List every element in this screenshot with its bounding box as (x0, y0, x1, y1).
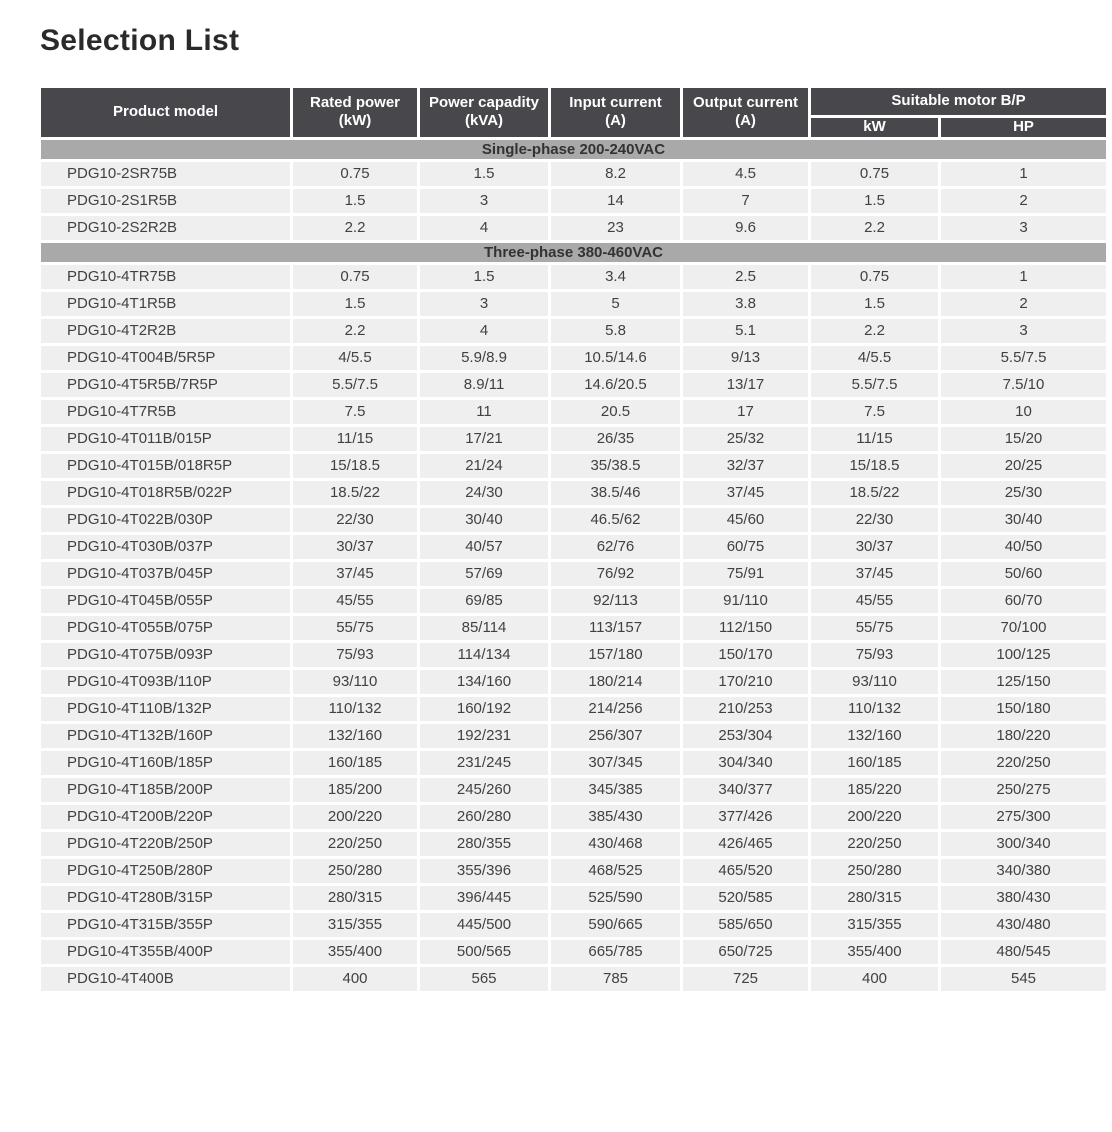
value-cell: 1.5 (292, 187, 419, 214)
value-cell: 590/665 (550, 911, 682, 938)
value-cell: 214/256 (550, 695, 682, 722)
product-model-cell: PDG10-2S1R5B (40, 187, 292, 214)
col-header-output-current-label: Output current (693, 93, 798, 111)
value-cell: 192/231 (419, 722, 550, 749)
product-model-cell: PDG10-4T015B/018R5P (40, 452, 292, 479)
value-cell: 0.75 (292, 160, 419, 187)
value-cell: 220/250 (292, 830, 419, 857)
value-cell: 585/650 (682, 911, 810, 938)
value-cell: 180/220 (940, 722, 1108, 749)
value-cell: 1.5 (419, 160, 550, 187)
product-model-cell: PDG10-4T5R5B/7R5P (40, 371, 292, 398)
value-cell: 11 (419, 398, 550, 425)
value-cell: 250/275 (940, 776, 1108, 803)
product-model-cell: PDG10-4T400B (40, 965, 292, 992)
product-model-cell: PDG10-4T004B/5R5P (40, 344, 292, 371)
product-model-cell: PDG10-2SR75B (40, 160, 292, 187)
table-row (40, 479, 1108, 506)
table-header (40, 87, 1108, 139)
value-cell: 220/250 (810, 830, 940, 857)
value-cell: 545 (940, 965, 1108, 992)
table-row (40, 214, 1108, 241)
value-cell: 220/250 (940, 749, 1108, 776)
col-header-power-capacity-unit: (kVA) (464, 112, 504, 130)
value-cell: 113/157 (550, 614, 682, 641)
col-header-motor-hp: HP (940, 117, 1108, 139)
value-cell: 377/426 (682, 803, 810, 830)
value-cell: 9.6 (682, 214, 810, 241)
value-cell: 280/315 (810, 884, 940, 911)
value-cell: 1.5 (292, 290, 419, 317)
value-cell: 62/76 (550, 533, 682, 560)
value-cell: 160/192 (419, 695, 550, 722)
table-row (40, 452, 1108, 479)
table-row (40, 560, 1108, 587)
value-cell: 30/40 (940, 506, 1108, 533)
table-row (40, 749, 1108, 776)
col-header-product-model (40, 87, 292, 139)
value-cell: 315/355 (292, 911, 419, 938)
value-cell: 10.5/14.6 (550, 344, 682, 371)
value-cell: 37/45 (810, 560, 940, 587)
product-model-cell: PDG10-4TR75B (40, 263, 292, 290)
value-cell: 100/125 (940, 641, 1108, 668)
value-cell: 400 (810, 965, 940, 992)
value-cell: 75/91 (682, 560, 810, 587)
product-model-cell: PDG10-4T045B/055P (40, 587, 292, 614)
value-cell: 7.5/10 (940, 371, 1108, 398)
value-cell: 11/15 (292, 425, 419, 452)
col-header-output-current (682, 87, 810, 139)
value-cell: 500/565 (419, 938, 550, 965)
table-row (40, 722, 1108, 749)
value-cell: 2 (940, 290, 1108, 317)
value-cell: 15/20 (940, 425, 1108, 452)
value-cell: 200/220 (292, 803, 419, 830)
value-cell: 21/24 (419, 452, 550, 479)
value-cell: 7.5 (810, 398, 940, 425)
product-model-cell: PDG10-4T250B/280P (40, 857, 292, 884)
table-row (40, 587, 1108, 614)
value-cell: 250/280 (292, 857, 419, 884)
value-cell: 315/355 (810, 911, 940, 938)
value-cell: 2.2 (292, 214, 419, 241)
value-cell: 3 (419, 290, 550, 317)
selection-table (38, 85, 1109, 994)
value-cell: 69/85 (419, 587, 550, 614)
value-cell: 426/465 (682, 830, 810, 857)
value-cell: 8.2 (550, 160, 682, 187)
value-cell: 245/260 (419, 776, 550, 803)
table-row (40, 938, 1108, 965)
table-row (40, 398, 1108, 425)
col-header-product-model-label: Product model (112, 103, 218, 120)
product-model-cell: PDG10-4T1R5B (40, 290, 292, 317)
value-cell: 157/180 (550, 641, 682, 668)
product-model-cell: PDG10-4T110B/132P (40, 695, 292, 722)
value-cell: 45/60 (682, 506, 810, 533)
value-cell: 445/500 (419, 911, 550, 938)
table-row (40, 641, 1108, 668)
value-cell: 260/280 (419, 803, 550, 830)
page-title: Selection List (40, 24, 240, 57)
value-cell: 468/525 (550, 857, 682, 884)
value-cell: 355/396 (419, 857, 550, 884)
value-cell: 280/355 (419, 830, 550, 857)
section-band-row (40, 138, 1108, 160)
product-model-cell: PDG10-4T055B/075P (40, 614, 292, 641)
value-cell: 355/400 (292, 938, 419, 965)
value-cell: 15/18.5 (810, 452, 940, 479)
value-cell: 125/150 (940, 668, 1108, 695)
value-cell: 480/545 (940, 938, 1108, 965)
value-cell: 4.5 (682, 160, 810, 187)
value-cell: 30/37 (810, 533, 940, 560)
product-model-cell: PDG10-4T011B/015P (40, 425, 292, 452)
value-cell: 35/38.5 (550, 452, 682, 479)
col-header-rated-power-label: Rated power (309, 93, 400, 111)
value-cell: 114/134 (419, 641, 550, 668)
value-cell: 75/93 (810, 641, 940, 668)
value-cell: 5.9/8.9 (419, 344, 550, 371)
value-cell: 0.75 (810, 160, 940, 187)
value-cell: 85/114 (419, 614, 550, 641)
value-cell: 160/185 (292, 749, 419, 776)
value-cell: 275/300 (940, 803, 1108, 830)
col-header-motor-kw: kW (810, 117, 940, 139)
value-cell: 14.6/20.5 (550, 371, 682, 398)
product-model-cell: PDG10-4T132B/160P (40, 722, 292, 749)
value-cell: 210/253 (682, 695, 810, 722)
value-cell: 380/430 (940, 884, 1108, 911)
value-cell: 185/200 (292, 776, 419, 803)
col-header-power-capacity-label: Power capadity (428, 93, 540, 111)
col-header-input-current-label: Input current (569, 93, 662, 111)
value-cell: 4/5.5 (810, 344, 940, 371)
value-cell: 160/185 (810, 749, 940, 776)
value-cell: 430/480 (940, 911, 1108, 938)
value-cell: 1 (940, 160, 1108, 187)
value-cell: 37/45 (682, 479, 810, 506)
value-cell: 304/340 (682, 749, 810, 776)
value-cell: 0.75 (292, 263, 419, 290)
value-cell: 55/75 (292, 614, 419, 641)
product-model-cell: PDG10-4T037B/045P (40, 560, 292, 587)
table-row (40, 160, 1108, 187)
value-cell: 15/18.5 (292, 452, 419, 479)
value-cell: 3 (940, 317, 1108, 344)
value-cell: 300/340 (940, 830, 1108, 857)
value-cell: 396/445 (419, 884, 550, 911)
value-cell: 400 (292, 965, 419, 992)
value-cell: 9/13 (682, 344, 810, 371)
value-cell: 4 (419, 214, 550, 241)
value-cell: 1.5 (810, 290, 940, 317)
value-cell: 91/110 (682, 587, 810, 614)
value-cell: 340/377 (682, 776, 810, 803)
product-model-cell: PDG10-4T280B/315P (40, 884, 292, 911)
value-cell: 93/110 (292, 668, 419, 695)
table-row (40, 614, 1108, 641)
value-cell: 520/585 (682, 884, 810, 911)
value-cell: 38.5/46 (550, 479, 682, 506)
col-header-rated-power-unit: (kW) (338, 112, 372, 130)
value-cell: 26/35 (550, 425, 682, 452)
value-cell: 76/92 (550, 560, 682, 587)
value-cell: 170/210 (682, 668, 810, 695)
value-cell: 24/30 (419, 479, 550, 506)
product-model-cell: PDG10-2S2R2B (40, 214, 292, 241)
product-model-cell: PDG10-4T2R2B (40, 317, 292, 344)
value-cell: 5.5/7.5 (810, 371, 940, 398)
value-cell: 4 (419, 317, 550, 344)
value-cell: 46.5/62 (550, 506, 682, 533)
product-model-cell: PDG10-4T018R5B/022P (40, 479, 292, 506)
table-row (40, 911, 1108, 938)
value-cell: 3 (940, 214, 1108, 241)
table-row (40, 425, 1108, 452)
value-cell: 3 (419, 187, 550, 214)
value-cell: 75/93 (292, 641, 419, 668)
value-cell: 17/21 (419, 425, 550, 452)
value-cell: 40/57 (419, 533, 550, 560)
value-cell: 665/785 (550, 938, 682, 965)
product-model-cell: PDG10-4T022B/030P (40, 506, 292, 533)
table-row (40, 668, 1108, 695)
value-cell: 20.5 (550, 398, 682, 425)
value-cell: 5.8 (550, 317, 682, 344)
value-cell: 180/214 (550, 668, 682, 695)
value-cell: 32/37 (682, 452, 810, 479)
value-cell: 525/590 (550, 884, 682, 911)
col-header-input-current (550, 87, 682, 139)
value-cell: 70/100 (940, 614, 1108, 641)
product-model-cell: PDG10-4T093B/110P (40, 668, 292, 695)
value-cell: 50/60 (940, 560, 1108, 587)
value-cell: 7 (682, 187, 810, 214)
value-cell: 23 (550, 214, 682, 241)
value-cell: 5.5/7.5 (292, 371, 419, 398)
value-cell: 45/55 (810, 587, 940, 614)
value-cell: 150/180 (940, 695, 1108, 722)
value-cell: 18.5/22 (810, 479, 940, 506)
col-header-output-current-unit: (A) (735, 112, 756, 130)
value-cell: 355/400 (810, 938, 940, 965)
section-band-title: Three-phase 380-460VAC (40, 241, 1108, 263)
value-cell: 280/315 (292, 884, 419, 911)
col-header-power-capacity (419, 87, 550, 139)
value-cell: 785 (550, 965, 682, 992)
table-row (40, 695, 1108, 722)
value-cell: 25/30 (940, 479, 1108, 506)
value-cell: 18.5/22 (292, 479, 419, 506)
value-cell: 93/110 (810, 668, 940, 695)
value-cell: 200/220 (810, 803, 940, 830)
product-model-cell: PDG10-4T220B/250P (40, 830, 292, 857)
product-model-cell: PDG10-4T075B/093P (40, 641, 292, 668)
value-cell: 5 (550, 290, 682, 317)
value-cell: 430/468 (550, 830, 682, 857)
value-cell: 2.5 (682, 263, 810, 290)
value-cell: 185/220 (810, 776, 940, 803)
product-model-cell: PDG10-4T185B/200P (40, 776, 292, 803)
value-cell: 92/113 (550, 587, 682, 614)
table-body (40, 138, 1108, 992)
value-cell: 37/45 (292, 560, 419, 587)
value-cell: 345/385 (550, 776, 682, 803)
value-cell: 2 (940, 187, 1108, 214)
value-cell: 20/25 (940, 452, 1108, 479)
value-cell: 565 (419, 965, 550, 992)
value-cell: 465/520 (682, 857, 810, 884)
table-row (40, 187, 1108, 214)
value-cell: 307/345 (550, 749, 682, 776)
value-cell: 22/30 (810, 506, 940, 533)
product-model-cell: PDG10-4T160B/185P (40, 749, 292, 776)
col-header-suitable-motor: Suitable motor B/P (810, 87, 1108, 117)
value-cell: 57/69 (419, 560, 550, 587)
table-row (40, 263, 1108, 290)
col-header-rated-power (292, 87, 419, 139)
value-cell: 3.8 (682, 290, 810, 317)
product-model-cell: PDG10-4T355B/400P (40, 938, 292, 965)
table-row (40, 290, 1108, 317)
value-cell: 110/132 (810, 695, 940, 722)
value-cell: 1 (940, 263, 1108, 290)
value-cell: 134/160 (419, 668, 550, 695)
col-header-input-current-unit: (A) (605, 112, 626, 130)
value-cell: 45/55 (292, 587, 419, 614)
product-model-cell: PDG10-4T200B/220P (40, 803, 292, 830)
value-cell: 55/75 (810, 614, 940, 641)
value-cell: 725 (682, 965, 810, 992)
table-row (40, 965, 1108, 992)
product-model-cell: PDG10-4T7R5B (40, 398, 292, 425)
value-cell: 14 (550, 187, 682, 214)
value-cell: 40/50 (940, 533, 1108, 560)
value-cell: 250/280 (810, 857, 940, 884)
value-cell: 253/304 (682, 722, 810, 749)
value-cell: 22/30 (292, 506, 419, 533)
value-cell: 17 (682, 398, 810, 425)
value-cell: 25/32 (682, 425, 810, 452)
table-row (40, 344, 1108, 371)
value-cell: 112/150 (682, 614, 810, 641)
table-row (40, 857, 1108, 884)
value-cell: 650/725 (682, 938, 810, 965)
value-cell: 13/17 (682, 371, 810, 398)
value-cell: 2.2 (810, 214, 940, 241)
table-row (40, 884, 1108, 911)
table-row (40, 371, 1108, 398)
value-cell: 256/307 (550, 722, 682, 749)
value-cell: 340/380 (940, 857, 1108, 884)
table-row (40, 506, 1108, 533)
value-cell: 5.5/7.5 (940, 344, 1108, 371)
value-cell: 5.1 (682, 317, 810, 344)
table-row (40, 317, 1108, 344)
table-row (40, 533, 1108, 560)
value-cell: 8.9/11 (419, 371, 550, 398)
value-cell: 1.5 (810, 187, 940, 214)
table-row (40, 776, 1108, 803)
value-cell: 0.75 (810, 263, 940, 290)
value-cell: 132/160 (810, 722, 940, 749)
section-band-row (40, 241, 1108, 263)
value-cell: 150/170 (682, 641, 810, 668)
value-cell: 2.2 (810, 317, 940, 344)
value-cell: 60/70 (940, 587, 1108, 614)
section-band-title: Single-phase 200-240VAC (40, 138, 1108, 160)
value-cell: 30/40 (419, 506, 550, 533)
value-cell: 110/132 (292, 695, 419, 722)
value-cell: 1.5 (419, 263, 550, 290)
value-cell: 2.2 (292, 317, 419, 344)
header-row-main (40, 87, 1108, 117)
value-cell: 30/37 (292, 533, 419, 560)
value-cell: 4/5.5 (292, 344, 419, 371)
value-cell: 7.5 (292, 398, 419, 425)
table-row (40, 830, 1108, 857)
value-cell: 3.4 (550, 263, 682, 290)
table-row (40, 803, 1108, 830)
value-cell: 11/15 (810, 425, 940, 452)
value-cell: 231/245 (419, 749, 550, 776)
product-model-cell: PDG10-4T030B/037P (40, 533, 292, 560)
value-cell: 385/430 (550, 803, 682, 830)
value-cell: 60/75 (682, 533, 810, 560)
value-cell: 132/160 (292, 722, 419, 749)
value-cell: 10 (940, 398, 1108, 425)
product-model-cell: PDG10-4T315B/355P (40, 911, 292, 938)
